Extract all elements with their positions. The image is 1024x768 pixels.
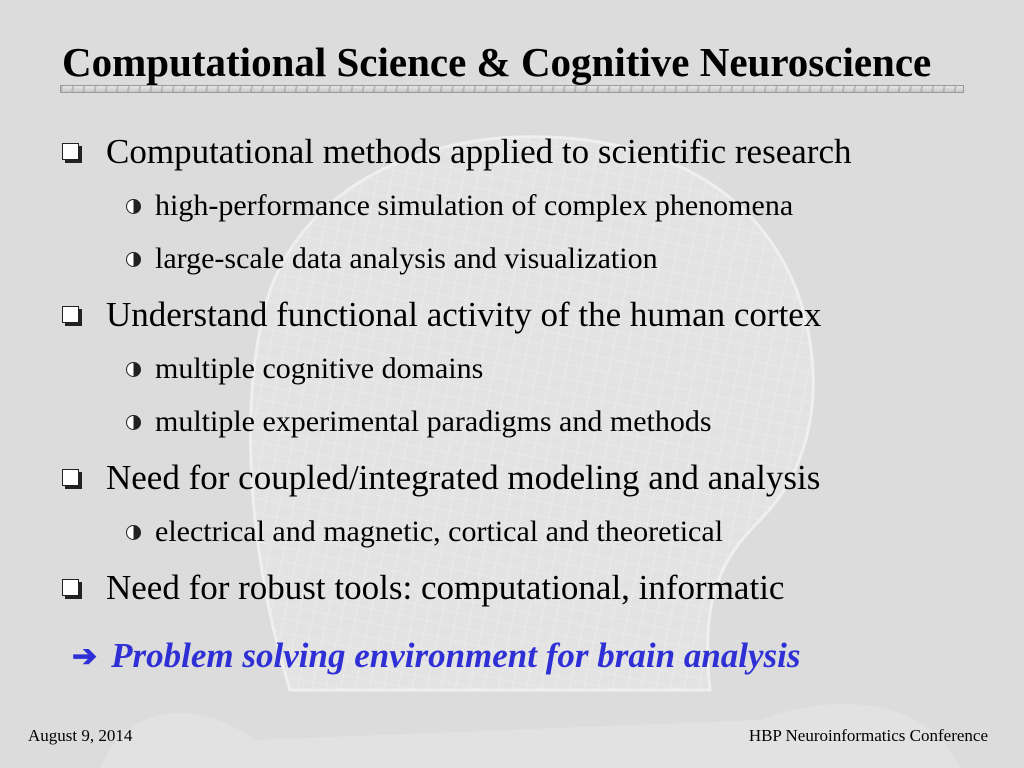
bullet-text: Computational methods applied to scientific research [106,132,852,171]
half-circle-bullet-icon [126,252,141,267]
callout [72,636,801,676]
sub-bullet-item [126,407,712,437]
half-circle-bullet-icon [126,199,141,214]
sub-bullet-item [126,191,793,221]
bullet-text: Need for robust tools: computational, informatic [106,568,785,607]
half-circle-bullet-icon [126,525,141,540]
footer-event: HBP Neuroinformatics Conference [748,726,988,745]
bullet-item [62,460,820,495]
bullet-text: Understand functional activity of the human cortex [106,295,822,334]
bullet-item [62,570,784,605]
sub-bullet-item [126,517,723,547]
footer-date: August 9, 2014 [28,726,133,745]
sub-bullet-text: electrical and magnetic, cortical and theoretical [155,515,724,548]
sub-bullet-text: large-scale data analysis and visualization [155,242,658,275]
half-circle-bullet-icon [126,362,141,377]
bullet-item [62,297,821,332]
sub-bullet-text: multiple cognitive domains [155,352,484,385]
sub-bullet-text: multiple experimental paradigms and methods [155,405,712,438]
sub-bullet-item [126,244,658,274]
sub-bullet-text: high-performance simulation of complex phenomena [155,189,794,222]
square-bullet-icon [62,579,79,596]
callout-text: Problem solving environment for brain analysis [111,636,801,675]
sub-bullet-item [126,354,483,384]
square-bullet-icon [62,143,79,160]
square-bullet-icon [62,469,79,486]
right-arrow-icon: ➔ [72,639,98,673]
square-bullet-icon [62,306,79,323]
bullet-item [62,134,851,169]
half-circle-bullet-icon [126,415,141,430]
bullet-text: Need for coupled/integrated modeling and analysis [106,458,821,497]
slide-title: Computational Science & Cognitive Neuroscience [62,39,932,85]
